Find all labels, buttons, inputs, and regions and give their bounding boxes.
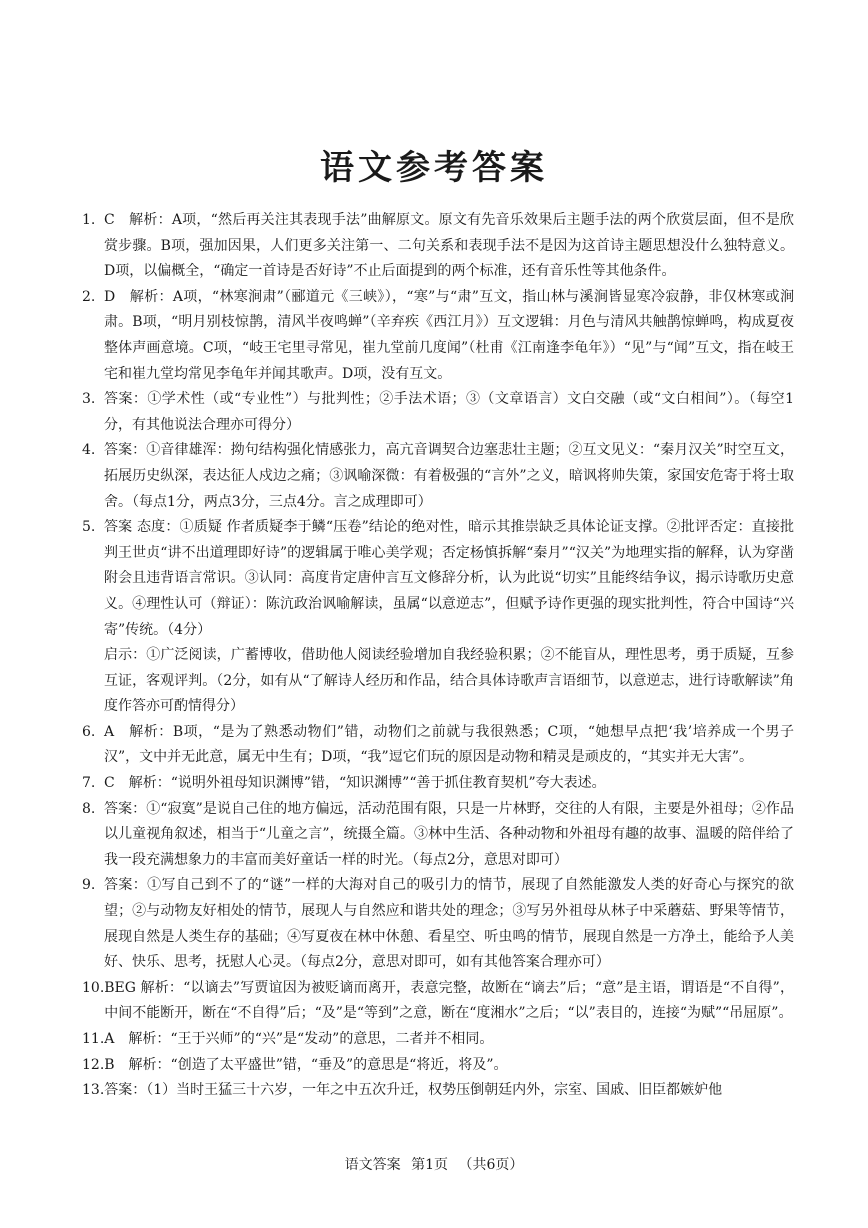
answer-text: 答案：（1）当时王猛三十六岁，一年之中五次升迁，权势压倒朝廷内外，宗室、国戚、旧臣都嫉妒他 xyxy=(104,1082,723,1099)
answer-number: 9. xyxy=(82,877,96,894)
answer-number: 12. xyxy=(82,1056,105,1073)
answer-text: A 解析：B项，“是为了熟悉动物们”错，动物们之前就与我很熟悉；C项，“她想早点把‘我’培养成一个男子汉”，文中并无此意，属无中生有；D项，“我”逗它们玩的原因是动物和精灵是顽皮的，“其实并无大害”。 xyxy=(104,723,794,766)
answer-number: 13. xyxy=(82,1082,105,1099)
answer-text: C 解析：A项，“然后再关注其表现手法”曲解原文。原文有先音乐效果后主题手法的两个欣赏层面，但不是欣赏步骤。B项，强加因果，人们更多关注第一、二句关系和表现手法不是因为这首诗主题思想没什么独特意义。D项，以偏概全，“确定一首诗是否好诗”不止后面提到的两个标准，还有音乐性等其他条件。 xyxy=(104,212,794,280)
answer-item xyxy=(82,1078,794,1104)
answer-item xyxy=(82,720,794,771)
answer-item xyxy=(82,515,794,720)
page-title: 语文参考答案 xyxy=(320,148,548,188)
answer-item xyxy=(82,285,794,387)
answer-number: 8. xyxy=(82,800,96,817)
answer-item xyxy=(82,873,794,975)
answer-text: A 解析：“王于兴师”的“兴”是“发动”的意思，二者并不相同。 xyxy=(104,1031,494,1047)
answer-list xyxy=(82,208,794,1104)
answer-text: B 解析：“创造了太平盛世”错，“垂及”的意思是“将近，将及”。 xyxy=(104,1056,508,1073)
answer-number: 6. xyxy=(82,723,96,740)
answer-number: 10. xyxy=(82,979,105,996)
answer-text: 答案 态度：①质疑 作者质疑李于鳞“压卷”结论的绝对性，暗示其推崇缺乏具体论证支撑。②批评否定：直接批判王世贞“讲不出道理即好诗”的逻辑属于唯心美学观；否定杨慎拆解“秦月”“汉关”为地理实指的解释，认为穿凿附会且违背语言常识。③认同：高度肯定唐仲言互文修辞分析，认为此说“切实”且能终结争议，揭示诗歌历史意义。④理性认可（辩证）：陈沆政治讽喻解读，虽属“以意逆志”，但赋予诗作更强的现实批判性，符合中国诗“兴寄”传统。（4分） 启示：①广泛阅读，广蓄博收，借助他人阅读经验增加自我经验积累；②不能盲从，理性思考，勇于质疑，互参互证，客观评判。（2分，如有从“了解诗人经历和作品，结合具体诗歌声言语细节，以意逆志，进行诗歌解读”角度作答亦可酌情得分） xyxy=(104,519,794,715)
answer-number: 3. xyxy=(82,391,96,408)
answer-item xyxy=(82,208,794,285)
answer-number: 4. xyxy=(82,442,96,459)
answer-text: 答案：①写自己到不了的“谜”一样的大海对自己的吸引力的情节，展现了自然能激发人类的好奇心与探究的欲望；②与动物友好相处的情节，展现人与自然应和谐共处的理念；③写另外祖母从林子中采蘑菇、野果等情节，展现自然是人类生存的基础；④写夏夜在林中休憩、看星空、听虫鸣的情节，展现自然是一方净土，能给予人美好、快乐、思考，抚慰人心灵。（每点2分，意思对即可，如有其他答案合理亦可） xyxy=(104,877,794,971)
answer-text: BEG 解析：“以谪去”写贾谊因为被贬谪而离开，表意完整，故断在“谪去”后；“意”是主语，谓语是“不自得”，中间不能断开，断在“不自得”后；“及”是“等到”之意，断在“度湘水”之后；“以”表目的，连接“为赋”“吊屈原”。 xyxy=(104,979,794,1022)
answer-number: 5. xyxy=(82,519,96,536)
answer-text: D 解析：A项，“林寒涧肃”（郦道元《三峡》），“寒”与“肃”互文，指山林与溪涧皆显寒冷寂静，非仅林寒或涧肃。B项，“明月别枝惊鹊，清风半夜鸣蝉”（辛弃疾《西江月》）互文逻辑：月色与清风共触鹊惊蝉鸣，构成夏夜整体声画意境。C项，“岐王宅里寻常见，崔九堂前几度闻”（杜甫《江南逢李龟年》）“见”与“闻”互文，指在岐王宅和崔九堂均常见李龟年并闻其歌声。D项，没有互文。 xyxy=(104,288,794,382)
answer-text: 答案：①学术性（或“专业性”）与批判性；②手法术语；③（文章语言）文白交融（或“文白相间”）。（每空1分，有其他说法合理亦可得分） xyxy=(104,391,794,433)
answer-item xyxy=(82,438,794,515)
footer-doc-name: 语文答案 xyxy=(344,1157,401,1173)
answer-item xyxy=(82,1027,794,1053)
footer-page-total: （共6页） xyxy=(458,1157,524,1173)
answer-text: C 解析：“说明外祖母知识渊博”错，“知识渊博”“善于抓住教育契机”夸大表述。 xyxy=(104,775,606,792)
answer-item xyxy=(82,976,794,1027)
answer-item xyxy=(82,1053,794,1079)
page-footer xyxy=(0,1154,868,1174)
answer-number: 1. xyxy=(82,212,96,228)
answer-number: 7. xyxy=(82,775,96,792)
answer-text: 答案：①“寂寞”是说自己住的地方偏远，活动范围有限，只是一片林野，交往的人有限，主要是外祖母；②作品以儿童视角叙述，相当于“儿童之言”，统摄全篇。③林中生活、各种动物和外祖母有趣的故事、温暖的陪伴给了我一段充满想象力的丰富而美好童话一样的时光。（每点2分，意思对即可） xyxy=(104,800,794,868)
answer-text: 答案：①音律雄浑：拗句结构强化情感张力，高亢音调契合边塞悲壮主题；②互文见义：“秦月汉关”时空互文，拓展历史纵深，表达征人戍边之痛；③讽喻深微：有着极强的“言外”之义，暗讽将帅失策，家国安危寄于将士取舍。（每点1分，两点3分，三点4分。言之成理即可） xyxy=(104,442,794,510)
answer-item xyxy=(82,771,794,797)
footer-page-number: 第1页 xyxy=(411,1157,448,1173)
answer-number: 11. xyxy=(82,1031,105,1047)
answer-item xyxy=(82,797,794,874)
answer-item xyxy=(82,387,794,438)
answer-number: 2. xyxy=(82,288,96,305)
